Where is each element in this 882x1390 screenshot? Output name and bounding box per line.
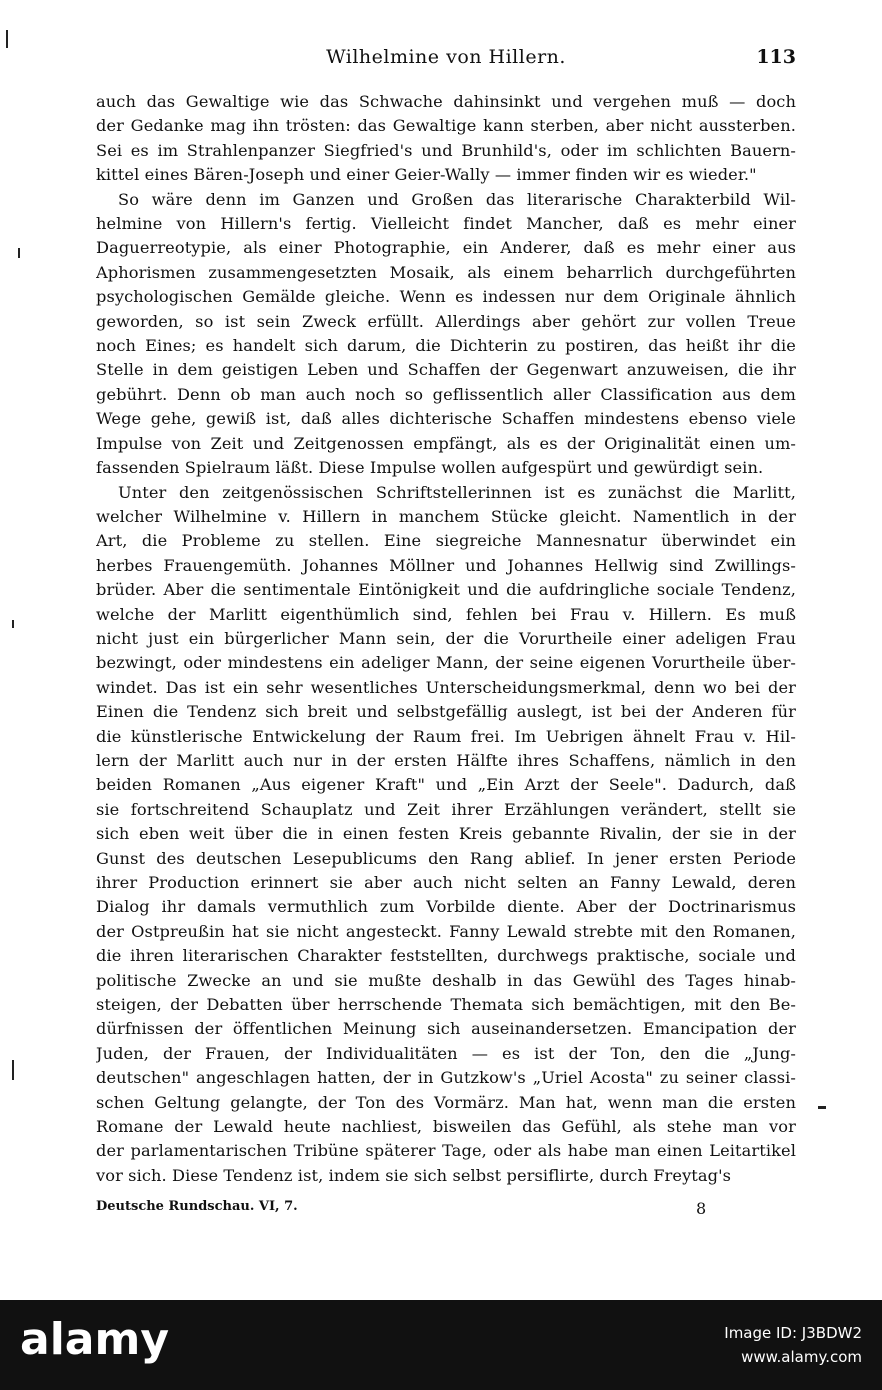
text-line: Wege gehe, gewiß ist, daß alles dichterische Schaffen mindestens ebenso viele bbox=[96, 409, 796, 429]
text-line: der parlamentarischen Tribüne späterer Tage, oder als habe man einen Leitartikel bbox=[96, 1141, 796, 1161]
text-line: Dialog ihr damals vermuthlich zum Vorbilde diente. Aber der Doctrinarismus bbox=[96, 897, 796, 917]
text-line: brüder. Aber die sentimentale Eintönigkeit und die aufdringliche sociale Tendenz, bbox=[96, 580, 796, 600]
text-line: welcher Wilhelmine v. Hillern in manchem Stücke gleicht. Namentlich in der bbox=[96, 506, 796, 526]
text-line: dürfnissen der öffentlichen Meinung sich auseinandersetzen. Emancipation der bbox=[96, 1019, 796, 1039]
text-line: schen Geltung gelangte, der Ton des Vormärz. Man hat, wenn man die ersten bbox=[96, 1092, 796, 1112]
text-line: sich eben weit über die in einen festen Kreis gebannte Rivalin, der sie in der bbox=[96, 824, 796, 844]
text-line: beiden Romanen „Aus eigener Kraft" und „Ein Arzt der Seele". Dadurch, daß bbox=[96, 775, 796, 795]
margin-mark bbox=[818, 1106, 826, 1109]
text-line: sie fortschreitend Schauplatz und Zeit ihrer Erzählungen verändert, stellt sie bbox=[96, 799, 796, 819]
printer-signature: Deutsche Rundschau. VI, 7. bbox=[96, 1199, 298, 1214]
text-line: gebührt. Denn ob man auch noch so geflissentlich aller Classification aus dem bbox=[96, 384, 796, 404]
page-number: 113 bbox=[756, 46, 796, 68]
site-url: www.alamy.com bbox=[741, 1348, 862, 1366]
running-head bbox=[96, 46, 796, 76]
text-line: So wäre denn im Ganzen und Großen das literarische Charakterbild Wil- bbox=[118, 189, 796, 209]
text-line: auch das Gewaltige wie das Schwache dahinsinkt und vergehen muß — doch bbox=[96, 92, 796, 111]
text-line: nicht just ein bürgerlicher Mann sein, der die Vorurtheile einer adeligen Frau bbox=[96, 628, 796, 648]
text-line: der Ostpreußin hat sie nicht angesteckt. Fanny Lewald strebte mit den Romanen, bbox=[96, 921, 796, 941]
text-line: geworden, so ist sein Zweck erfüllt. Allerdings aber gehört zur vollen Treue bbox=[96, 311, 796, 331]
text-line: kittel eines Bären-Joseph und einer Geier-Wally — immer finden wir es wieder." bbox=[96, 165, 757, 185]
text-line: Sei es im Strahlenpanzer Siegfried's und Brunhild's, oder im schlichten Bauern- bbox=[96, 140, 796, 160]
text-line: psychologischen Gemälde gleiche. Wenn es indessen nur dem Originale ähnlich bbox=[96, 287, 796, 307]
text-line: welche der Marlitt eigenthümlich sind, fehlen bei Frau v. Hillern. Es muß bbox=[96, 604, 796, 624]
image-id: Image ID: J3BDW2 bbox=[724, 1324, 862, 1342]
text-line: helmine von Hillern's fertig. Vielleicht findet Mancher, daß es mehr einer bbox=[96, 214, 796, 234]
text-line: Romane der Lewald heute nachliest, bisweilen das Gefühl, als stehe man vor bbox=[96, 1117, 796, 1137]
text-line: Art, die Probleme zu stellen. Eine siegreiche Mannesnatur überwindet ein bbox=[96, 531, 796, 551]
margin-mark bbox=[18, 248, 20, 258]
margin-mark bbox=[6, 30, 8, 48]
margin-mark bbox=[12, 1060, 14, 1080]
text-line: politische Zwecke an und sie mußte deshalb in das Gewühl des Tages hinab- bbox=[96, 970, 796, 990]
page-footer bbox=[96, 1199, 796, 1223]
text-line: herbes Frauengemüth. Johannes Möllner und Johannes Hellwig sind Zwillings- bbox=[96, 555, 796, 575]
text-line: lern der Marlitt auch nur in der ersten Hälfte ihres Schaffens, nämlich in den bbox=[96, 750, 796, 770]
text-line: Daguerreotypie, als einer Photographie, ein Anderer, daß es mehr einer aus bbox=[96, 238, 796, 258]
text-line: Stelle in dem geistigen Leben und Schaffen der Gegenwart anzuweisen, die ihr bbox=[96, 360, 796, 380]
text-line: noch Eines; es handelt sich darum, die Dichterin zu postiren, das heißt ihr die bbox=[96, 336, 796, 356]
body-text bbox=[96, 90, 796, 1188]
text-line: bezwingt, oder mindestens ein adeliger Mann, der seine eigenen Vorurtheile über- bbox=[96, 653, 796, 673]
watermark-banner bbox=[0, 1300, 882, 1390]
text-line: ihrer Production erinnert sie aber auch nicht selten an Fanny Lewald, deren bbox=[96, 873, 796, 892]
text-line: Impulse von Zeit und Zeitgenossen empfängt, als es der Originalität einen um- bbox=[96, 433, 796, 453]
text-line: die ihren literarischen Charakter feststellten, durchwegs praktische, sociale und bbox=[96, 946, 796, 966]
brand-logo: alamy bbox=[20, 1314, 169, 1365]
text-line: Einen die Tendenz sich breit und selbstgefällig auslegt, ist bei der Anderen für bbox=[96, 702, 796, 722]
text-line: Aphorismen zusammengesetzten Mosaik, als einem beharrlich durchgeführten bbox=[96, 262, 796, 282]
text-line: die künstlerische Entwickelung der Raum frei. Im Uebrigen ähnelt Frau v. Hil- bbox=[96, 726, 796, 746]
running-head-title: Wilhelmine von Hillern. bbox=[326, 46, 566, 68]
text-line: steigen, der Debatten über herrschende Themata sich bemächtigen, mit den Be- bbox=[96, 995, 796, 1015]
text-line: vor sich. Diese Tendenz ist, indem sie sich selbst persiflirte, durch Freytag's bbox=[96, 1165, 732, 1185]
text-line: Juden, der Frauen, der Individualitäten — es ist der Ton, den die „Jung- bbox=[96, 1043, 796, 1063]
text-line: Gunst des deutschen Lesepublicums den Rang ablief. In jener ersten Periode bbox=[96, 848, 796, 868]
text-line: der Gedanke mag ihn trösten: das Gewaltige kann sterben, aber nicht aussterben. bbox=[96, 116, 796, 136]
text-line: deutschen" angeschlagen hatten, der in Gutzkow's „Uriel Acosta" zu seiner classi- bbox=[96, 1068, 796, 1088]
text-line: Unter den zeitgenössischen Schriftstellerinnen ist es zunächst die Marlitt, bbox=[118, 482, 796, 502]
sheet-number: 8 bbox=[696, 1199, 707, 1218]
text-line: fassenden Spielraum läßt. Diese Impulse wollen aufgespürt und gewürdigt sein. bbox=[96, 458, 764, 478]
text-line: windet. Das ist ein sehr wesentliches Unterscheidungsmerkmal, denn wo bei der bbox=[96, 677, 796, 697]
margin-mark bbox=[12, 620, 14, 628]
